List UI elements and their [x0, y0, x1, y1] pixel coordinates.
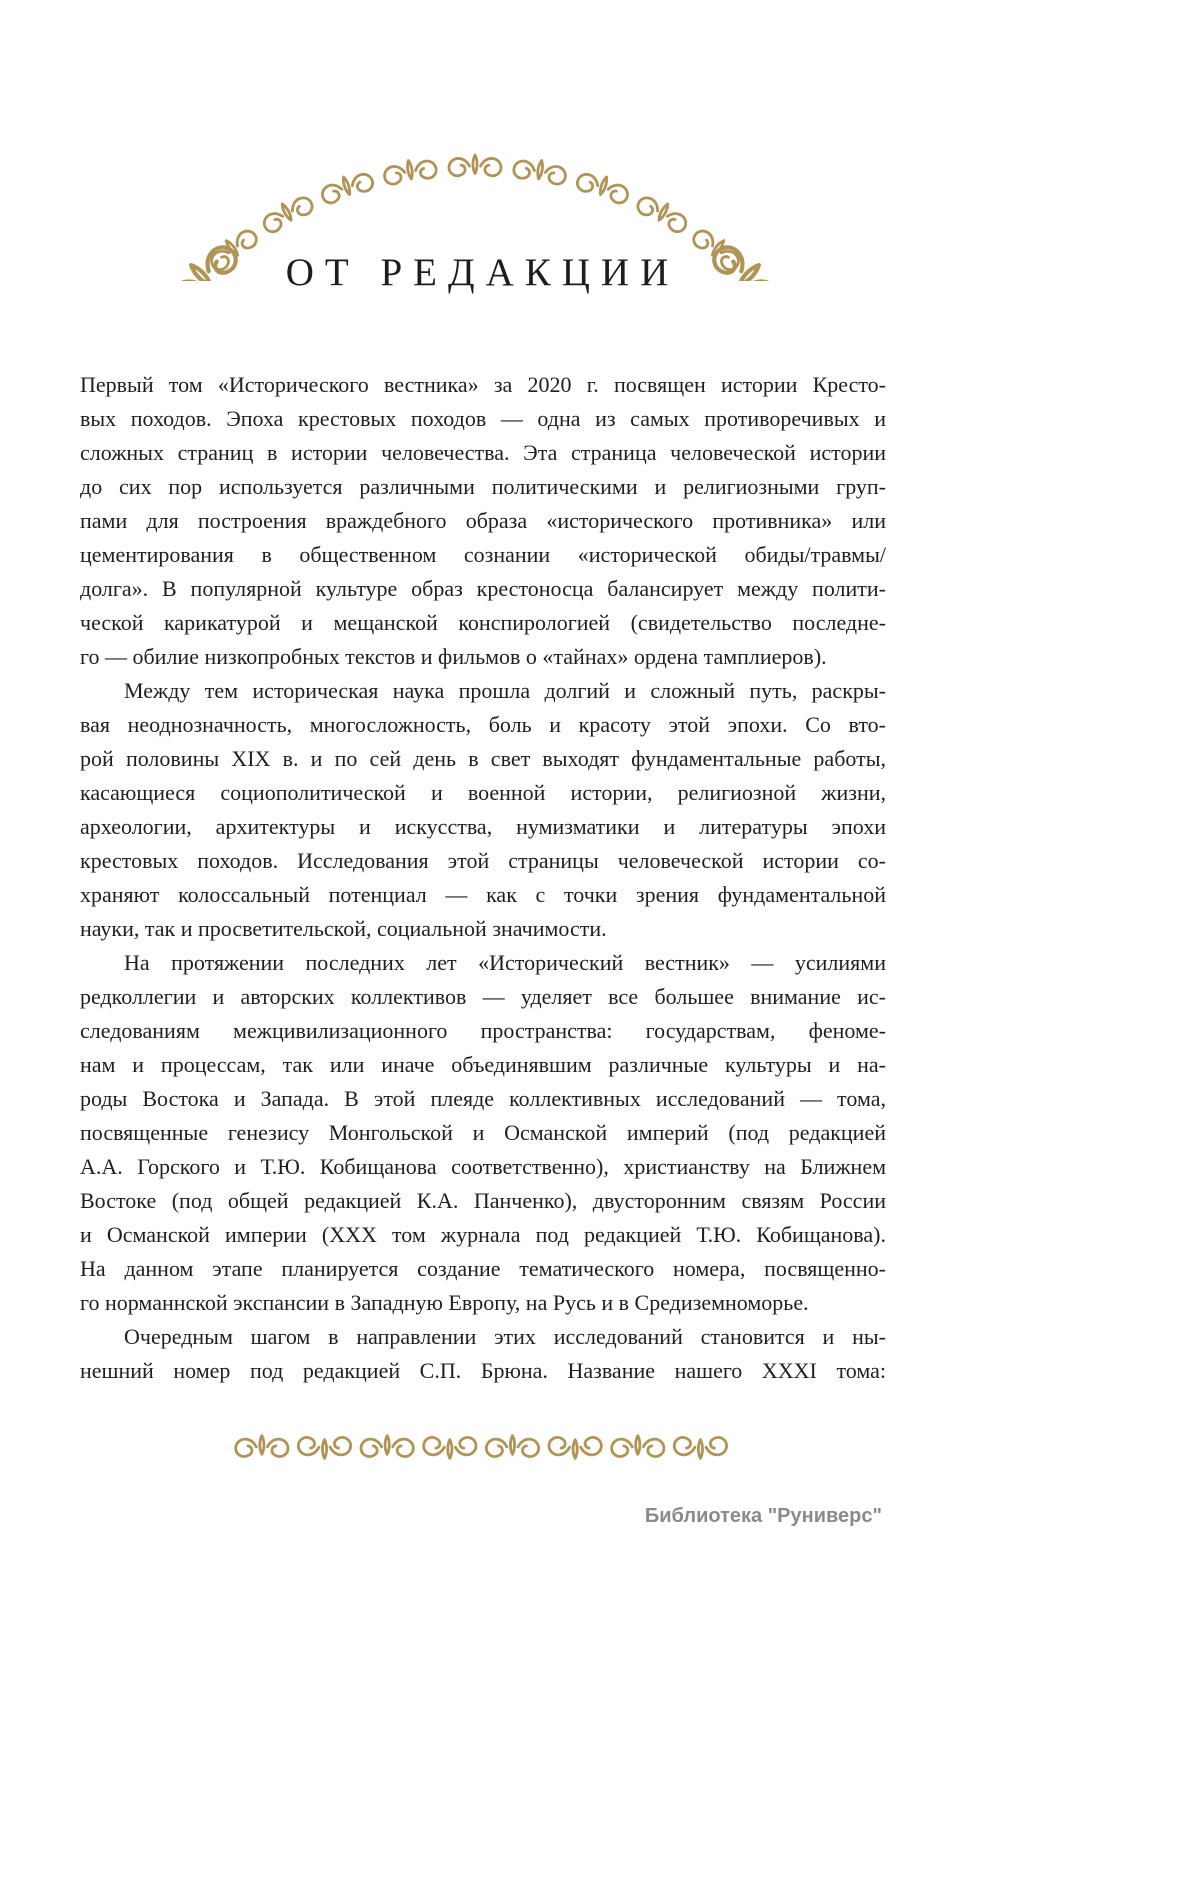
text-line: археологии, архитектуры и искусства, нумизматики и литературы эпохи — [80, 814, 886, 839]
text-line: го норманнской экспансии в Западную Европу, на Русь и в Средиземноморье. — [80, 1290, 809, 1315]
text-line: нешний номер под редакцией С.П. Брюна. Название нашего XXXI тома: — [80, 1358, 886, 1383]
text-line: А.А. Горского и Т.Ю. Кобищанова соответственно), христианству на Ближнем — [80, 1154, 886, 1179]
text-line: храняют колоссальный потенциал — как с точки зрения фундаментальной — [80, 882, 886, 907]
text-line: до сих пор используется различными политическими и религиозными груп- — [80, 474, 886, 499]
paragraph — [80, 946, 886, 1320]
text-line: долга». В популярной культуре образ крестоносца балансирует между полити- — [80, 576, 886, 601]
text-line: На протяжении последних лет «Исторический вестник» — усилиями — [124, 950, 886, 975]
text-line: Востоке (под общей редакцией К.А. Панченко), двусторонним связям России — [80, 1188, 886, 1213]
text-line: нам и процессам, так или иначе объединявшим различные культуры и на- — [80, 1052, 886, 1077]
paragraph — [80, 1320, 886, 1388]
text-line: науки, так и просветительской, социальной значимости. — [80, 916, 607, 941]
text-line: На данном этапе планируется создание тематического номера, посвященно- — [80, 1256, 886, 1281]
paragraph — [80, 674, 886, 946]
library-watermark: Библиотека "Руниверс" — [644, 1505, 882, 1527]
text-line: и Османской империи (XXX том журнала под редакцией Т.Ю. Кобищанова). — [80, 1222, 886, 1247]
text-line: крестовых походов. Исследования этой страницы человеческой истории со- — [80, 848, 886, 873]
paragraph — [80, 368, 886, 674]
bottom-flourish-ornament — [228, 1430, 736, 1464]
page-title: ОТ РЕДАКЦИИ — [285, 251, 680, 294]
text-line: го — обилие низкопробных текстов и фильмов о «тайнах» ордена тамплиеров). — [80, 644, 827, 669]
text-line: пами для построения враждебного образа «исторического противника» или — [80, 508, 886, 533]
text-line: цементирования в общественном сознании «исторической обиды/травмы/ — [80, 542, 886, 567]
text-line: ческой карикатурой и мещанской конспирологией (свидетельство последне- — [80, 610, 886, 635]
text-line: посвященные генезису Монгольской и Османской империй (под редакцией — [80, 1120, 886, 1145]
text-line: Очередным шагом в направлении этих исследований становится и ны- — [124, 1324, 886, 1349]
text-line: редколлегии и авторских коллективов — уделяет все большее внимание ис- — [80, 984, 886, 1009]
text-line: вая неоднозначность, многосложность, боль и красоту этой эпохи. Со вто- — [80, 712, 886, 737]
text-line: следованиям межцивилизационного пространства: государствам, феноме- — [80, 1018, 886, 1043]
text-line: вых походов. Эпоха крестовых походов — одна из самых противоречивых и — [80, 406, 886, 431]
text-line: сложных страниц в истории человечества. Эта страница человеческой истории — [80, 440, 886, 465]
text-line: Первый том «Исторического вестника» за 2020 г. посвящен истории Кресто- — [80, 372, 886, 397]
text-line: рой половины XIX в. и по сей день в свет выходят фундаментальные работы, — [80, 746, 886, 771]
text-line: Между тем историческая наука прошла долгий и сложный путь, раскры- — [124, 678, 886, 703]
text-line: касающиеся социополитической и военной истории, религиозной жизни, — [80, 780, 886, 805]
text-line: роды Востока и Запада. В этой плеяде коллективных исследований — тома, — [80, 1086, 886, 1111]
body-text — [80, 368, 886, 1388]
